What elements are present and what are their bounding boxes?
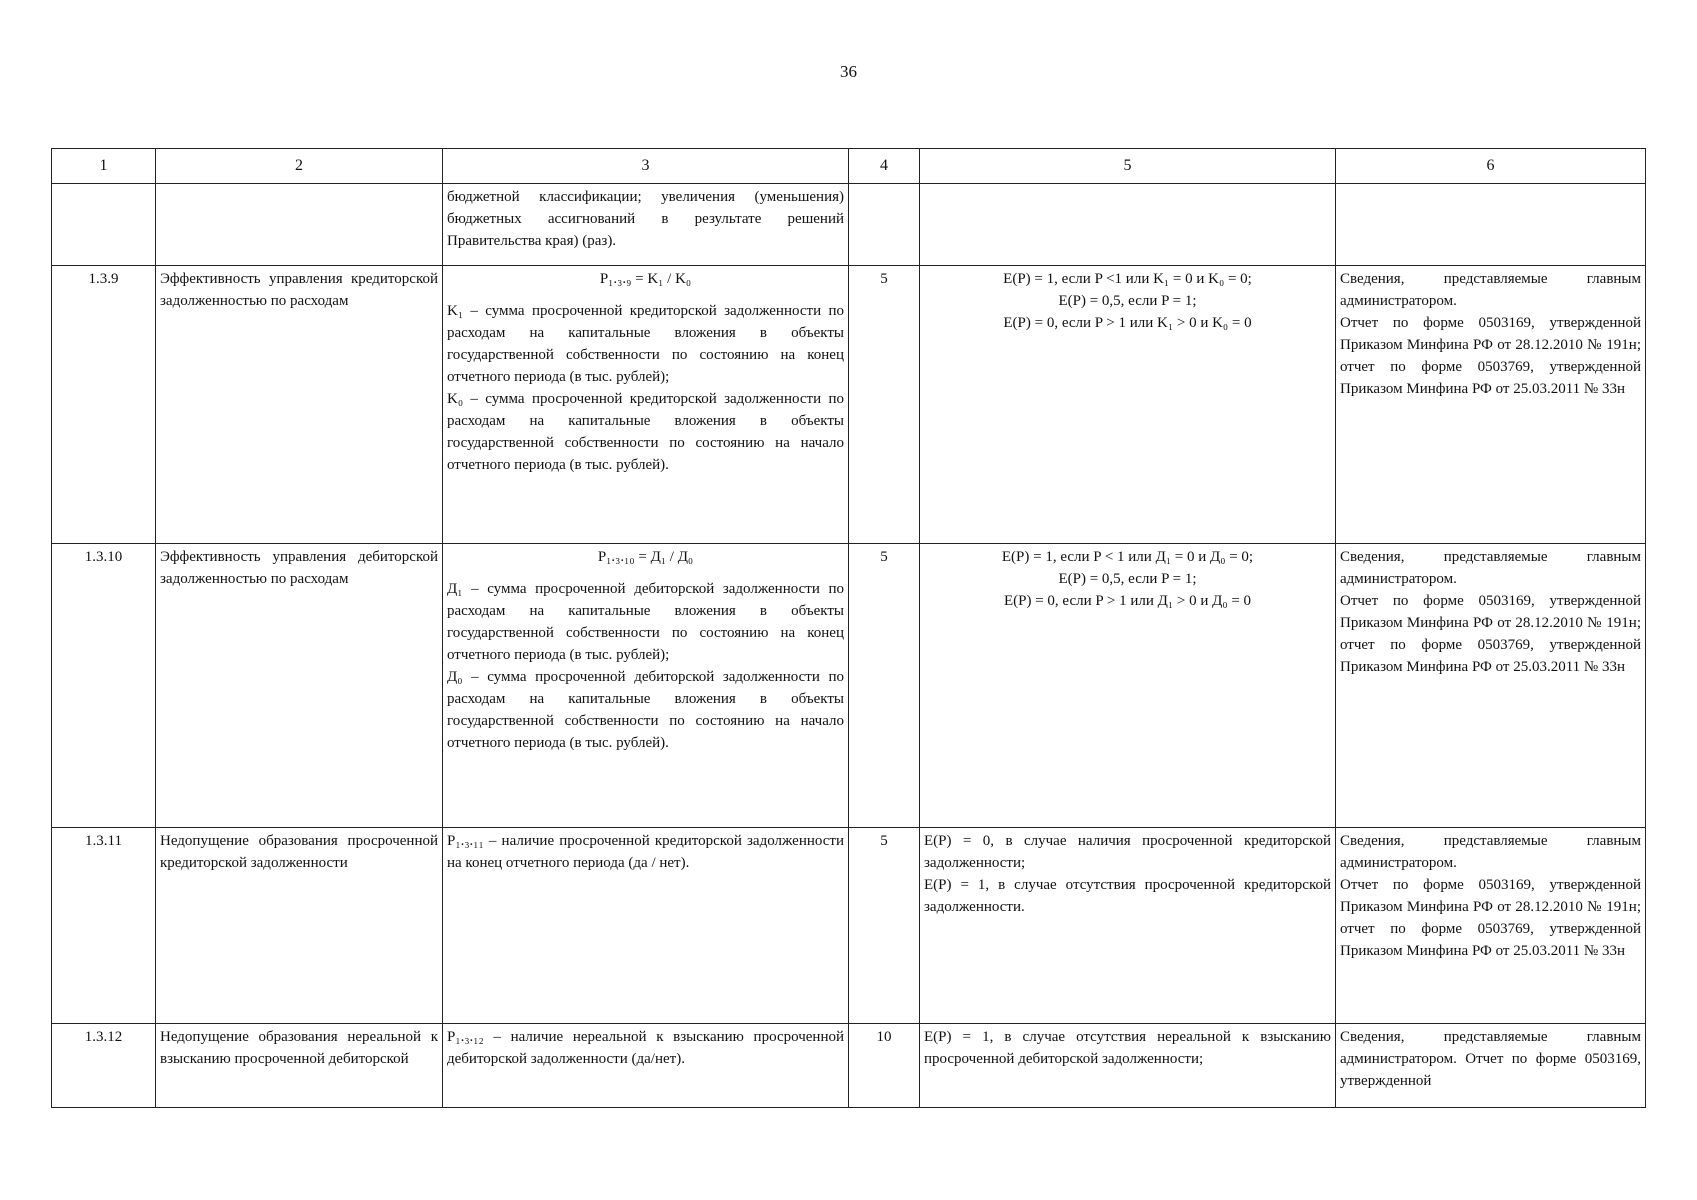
source-cell <box>1336 184 1646 266</box>
formula-cell <box>443 1024 849 1108</box>
criteria-line: E(P) = 0, в случае наличия просроченной кредиторской задолженности; <box>924 833 1331 871</box>
formula: P₁.₃.₁₀ = Д₁ / Д₀ <box>597 549 694 565</box>
row-number: 1.3.9 <box>52 266 156 544</box>
weight-value <box>849 184 920 266</box>
indicator-name: Недопущение образования просроченной кредиторской задолженности <box>156 828 443 1024</box>
weight-value: 5 <box>849 828 920 1024</box>
criteria-line: E(P) = 1, в случае отсутствия просроченной кредиторской задолженности. <box>924 877 1331 915</box>
source-cell <box>1336 266 1646 544</box>
formula-description: K₀ – сумма просроченной кредиторской задолженности по расходам на капитальные вложения в объекты государственной собственности по состоянию на начало отчетного периода (в тыс. рублей). <box>447 391 844 473</box>
criteria-line: E(P) = 1, в случае отсутствия нереальной к взысканию просроченной дебиторской задолженности; <box>924 1029 1331 1067</box>
source-text: Отчет по форме 0503169, утвержденной Приказом Минфина РФ от 28.12.2010 № 191н; отчет по форме 0503769, утвержденной Приказом Минфина РФ от 25.03.2011 № 33н <box>1340 315 1641 397</box>
criteria-line: E(P) = 0,5, если P = 1; <box>1058 293 1197 309</box>
source-cell <box>1336 544 1646 828</box>
row-number: 1.3.10 <box>52 544 156 828</box>
criteria-cell <box>920 266 1336 544</box>
criteria-line: E(P) = 0, если P > 1 или K₁ > 0 и K₀ = 0 <box>1003 315 1252 331</box>
table-header-row <box>52 149 1646 184</box>
source-cell <box>1336 828 1646 1024</box>
criteria-cell <box>920 828 1336 1024</box>
page-number: 36 <box>840 62 857 81</box>
indicator-name: Недопущение образования нереальной к взысканию просроченной дебиторской <box>156 1024 443 1108</box>
source-text: Сведения, представляемые главным администратором. Отчет по форме 0503169, утвержденной <box>1340 1029 1641 1089</box>
source-cell <box>1336 1024 1646 1108</box>
header-col-3: 3 <box>443 149 849 184</box>
header-col-6: 6 <box>1336 149 1646 184</box>
criteria-table <box>51 148 1646 1108</box>
indicator-name <box>156 184 443 266</box>
formula: P₁.₃.₉ = K₁ / K₀ <box>599 271 692 287</box>
criteria-cell <box>920 184 1336 266</box>
criteria-cell <box>920 1024 1336 1108</box>
formula-description: K₁ – сумма просроченной кредиторской задолженности по расходам на капитальные вложения в объекты государственной собственности по состоянию на конец отчетного периода (в тыс. рублей); <box>447 303 844 385</box>
source-text: Сведения, представляемые главным администратором. <box>1340 271 1641 309</box>
criteria-line: E(P) = 1, если P <1 или K₁ = 0 и K₀ = 0; <box>1003 271 1252 287</box>
row-number: 1.3.12 <box>52 1024 156 1108</box>
table-row <box>52 544 1646 828</box>
criteria-line: E(P) = 0, если P > 1 или Д₁ > 0 и Д₀ = 0 <box>1003 593 1252 609</box>
formula-description: P₁.₃.₁₁ – наличие просроченной кредиторской задолженности на конец отчетного периода (да / нет). <box>447 833 844 871</box>
header-col-1: 1 <box>52 149 156 184</box>
formula-description: Д₀ – сумма просроченной дебиторской задолженности по расходам на капитальные вложения в объекты государственной собственности по состоянию на начало отчетного периода (в тыс. рублей). <box>447 669 844 751</box>
source-text: Сведения, представляемые главным администратором. <box>1340 549 1641 587</box>
source-text: Сведения, представляемые главным администратором. <box>1340 833 1641 871</box>
table-row <box>52 266 1646 544</box>
formula-cell <box>443 266 849 544</box>
table-row <box>52 828 1646 1024</box>
source-text: Отчет по форме 0503169, утвержденной Приказом Минфина РФ от 28.12.2010 № 191н; отчет по форме 0503769, утвержденной Приказом Минфина РФ от 25.03.2011 № 33н <box>1340 877 1641 959</box>
table-row <box>52 1024 1646 1108</box>
header-col-5: 5 <box>920 149 1336 184</box>
row-number: 1.3.11 <box>52 828 156 1024</box>
indicator-name: Эффективность управления дебиторской задолженностью по расходам <box>156 544 443 828</box>
formula-description: Д₁ – сумма просроченной дебиторской задолженности по расходам на капитальные вложения в объекты государственной собственности по состоянию на конец отчетного периода (в тыс. рублей); <box>447 581 844 663</box>
header-col-4: 4 <box>849 149 920 184</box>
formula-cell <box>443 828 849 1024</box>
indicator-name: Эффективность управления кредиторской задолженностью по расходам <box>156 266 443 544</box>
weight-value: 10 <box>849 1024 920 1108</box>
formula-description: бюджетной классификации; увеличения (уменьшения) бюджетных ассигнований в результате решений Правительства края) (раз). <box>447 189 844 249</box>
criteria-line: E(P) = 1, если P < 1 или Д₁ = 0 и Д₀ = 0; <box>1001 549 1254 565</box>
header-col-2: 2 <box>156 149 443 184</box>
weight-value: 5 <box>849 266 920 544</box>
table-row <box>52 184 1646 266</box>
formula-description: P₁.₃.₁₂ – наличие нереальной к взысканию просроченной дебиторской задолженности (да/нет). <box>447 1029 844 1067</box>
formula-cell <box>443 544 849 828</box>
weight-value: 5 <box>849 544 920 828</box>
source-text: Отчет по форме 0503169, утвержденной Приказом Минфина РФ от 28.12.2010 № 191н; отчет по форме 0503769, утвержденной Приказом Минфина РФ от 25.03.2011 № 33н <box>1340 593 1641 675</box>
row-number <box>52 184 156 266</box>
criteria-cell <box>920 544 1336 828</box>
criteria-line: E(P) = 0,5, если P = 1; <box>1058 571 1197 587</box>
formula-cell <box>443 184 849 266</box>
